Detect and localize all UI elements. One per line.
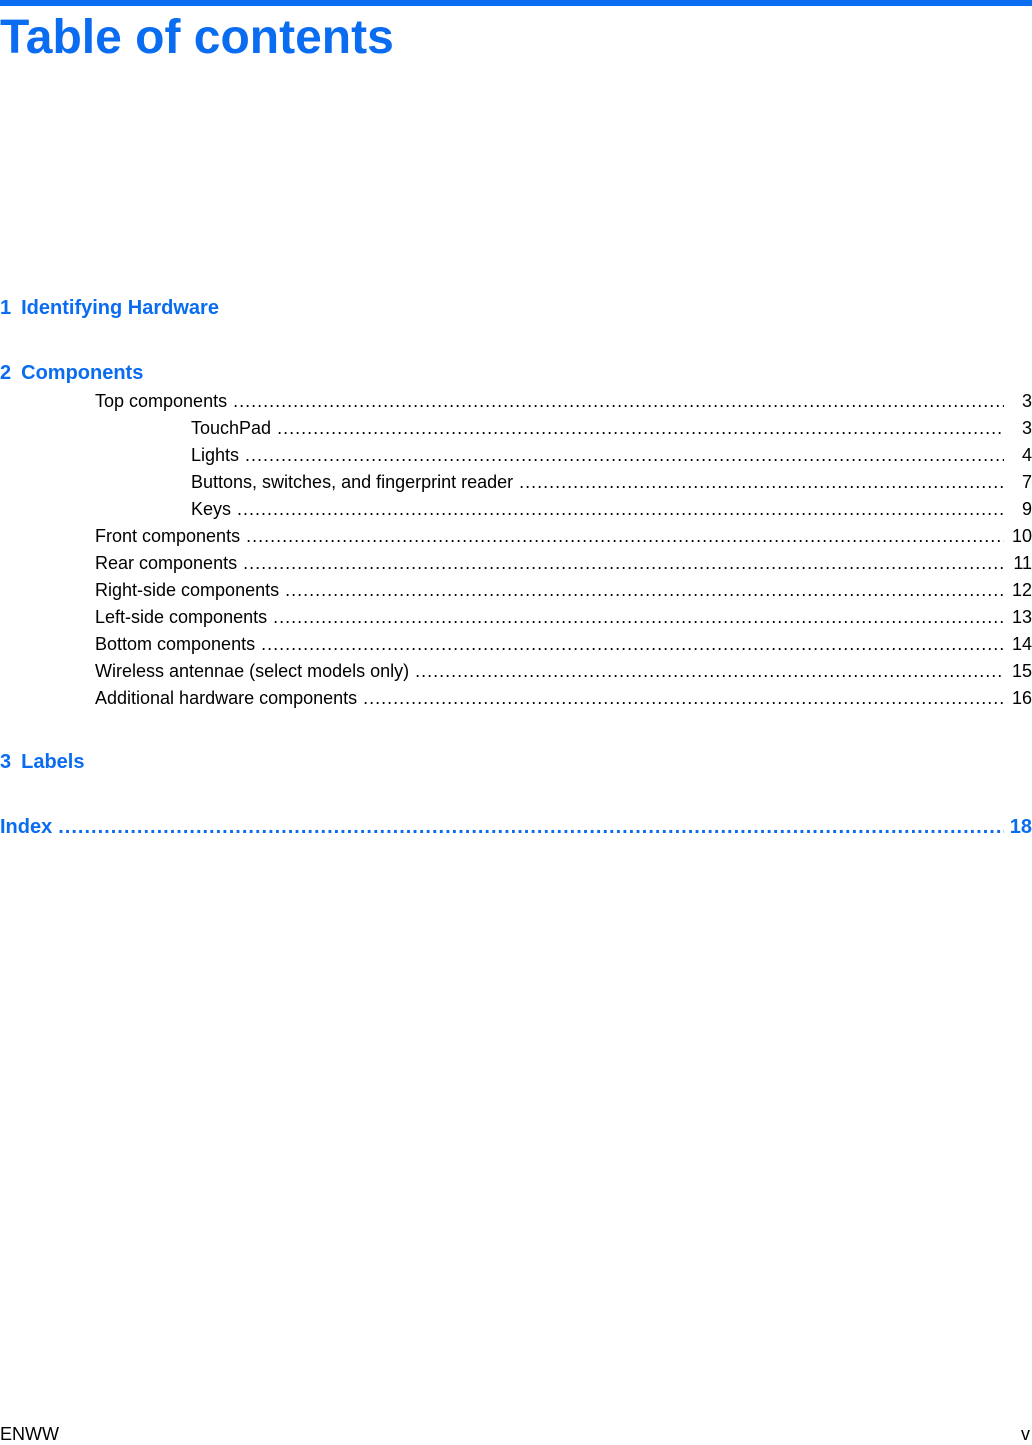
chapter-number: 1 [0, 297, 12, 319]
dot-leader [245, 443, 1004, 467]
chapter-number: 2 [0, 362, 12, 384]
chapter-title: Components [21, 362, 144, 384]
toc-entry-label: Rear components [95, 553, 238, 573]
dot-leader [237, 497, 1004, 521]
toc-page-number: 4 [1021, 445, 1032, 465]
toc-page-number: 9 [1021, 499, 1032, 519]
toc-entry-label: Front components [95, 526, 241, 546]
toc-page-number: 3 [1021, 391, 1032, 411]
toc-entry-label: Keys [191, 499, 232, 519]
top-rule [0, 0, 1032, 6]
chapter-title: Identifying Hardware [21, 297, 219, 319]
toc-entry-touchpad[interactable] [191, 413, 1032, 440]
toc-chapter-2-link[interactable] [0, 361, 143, 385]
toc-entry-top-components[interactable] [95, 386, 1032, 413]
toc-entry-front-components[interactable] [95, 521, 1032, 548]
toc-chapter-1-link[interactable] [0, 296, 219, 320]
toc-chapter-3-link[interactable] [0, 750, 84, 774]
toc-entry-lights[interactable] [191, 440, 1032, 467]
toc-entry-label: Bottom components [95, 634, 256, 654]
toc-page-number: 7 [1021, 472, 1032, 492]
toc-entry-label: Wireless antennae (select models only) [95, 661, 410, 681]
dot-leader [246, 524, 1004, 548]
toc-entry-buttons-switches[interactable] [191, 467, 1032, 494]
toc-page-number: 16 [1011, 688, 1032, 708]
toc-page-number: 12 [1011, 580, 1032, 600]
dot-leader [233, 389, 1004, 413]
chapter-number: 3 [0, 751, 12, 773]
toc-page-number: 10 [1011, 526, 1032, 546]
toc-entry-right-side-components[interactable] [95, 575, 1032, 602]
toc-page-number: 18 [1009, 816, 1032, 838]
toc-page-number: 3 [1021, 418, 1032, 438]
toc-entry-left-side-components[interactable] [95, 602, 1032, 629]
toc-entry-label: Left-side components [95, 607, 268, 627]
toc-entry-rear-components[interactable] [95, 548, 1032, 575]
toc-entry-additional-hardware[interactable] [95, 683, 1032, 710]
dot-leader [415, 659, 1004, 683]
dot-leader [58, 815, 1004, 839]
toc-page-number: 15 [1011, 661, 1032, 681]
dot-leader [363, 686, 1004, 710]
toc-entry-bottom-components[interactable] [95, 629, 1032, 656]
footer-doc-code: ENWW [0, 1424, 59, 1444]
toc-page-number: 14 [1011, 634, 1032, 654]
toc-page-number: 11 [1013, 553, 1032, 573]
dot-leader [243, 551, 1004, 575]
dot-leader [519, 470, 1004, 494]
toc-page-number: 13 [1011, 607, 1032, 627]
toc-entry-label: TouchPad [191, 418, 272, 438]
toc-entry-label: Top components [95, 391, 228, 411]
toc-index-link[interactable] [0, 812, 1032, 839]
toc-entry-label: Buttons, switches, and fingerprint reader [191, 472, 514, 492]
toc-entry-label: Index [0, 816, 53, 838]
toc-entry-wireless-antennae[interactable] [95, 656, 1032, 683]
toc-entry-keys[interactable] [191, 494, 1032, 521]
dot-leader [277, 416, 1004, 440]
dot-leader [285, 578, 1004, 602]
page-title: Table of contents [0, 11, 394, 64]
chapter-title: Labels [21, 751, 85, 773]
toc-entry-label: Lights [191, 445, 240, 465]
footer-page-number: v [1021, 1424, 1030, 1444]
toc-entry-label: Right-side components [95, 580, 280, 600]
dot-leader [273, 605, 1004, 629]
toc-entry-label: Additional hardware components [95, 688, 358, 708]
dot-leader [261, 632, 1004, 656]
